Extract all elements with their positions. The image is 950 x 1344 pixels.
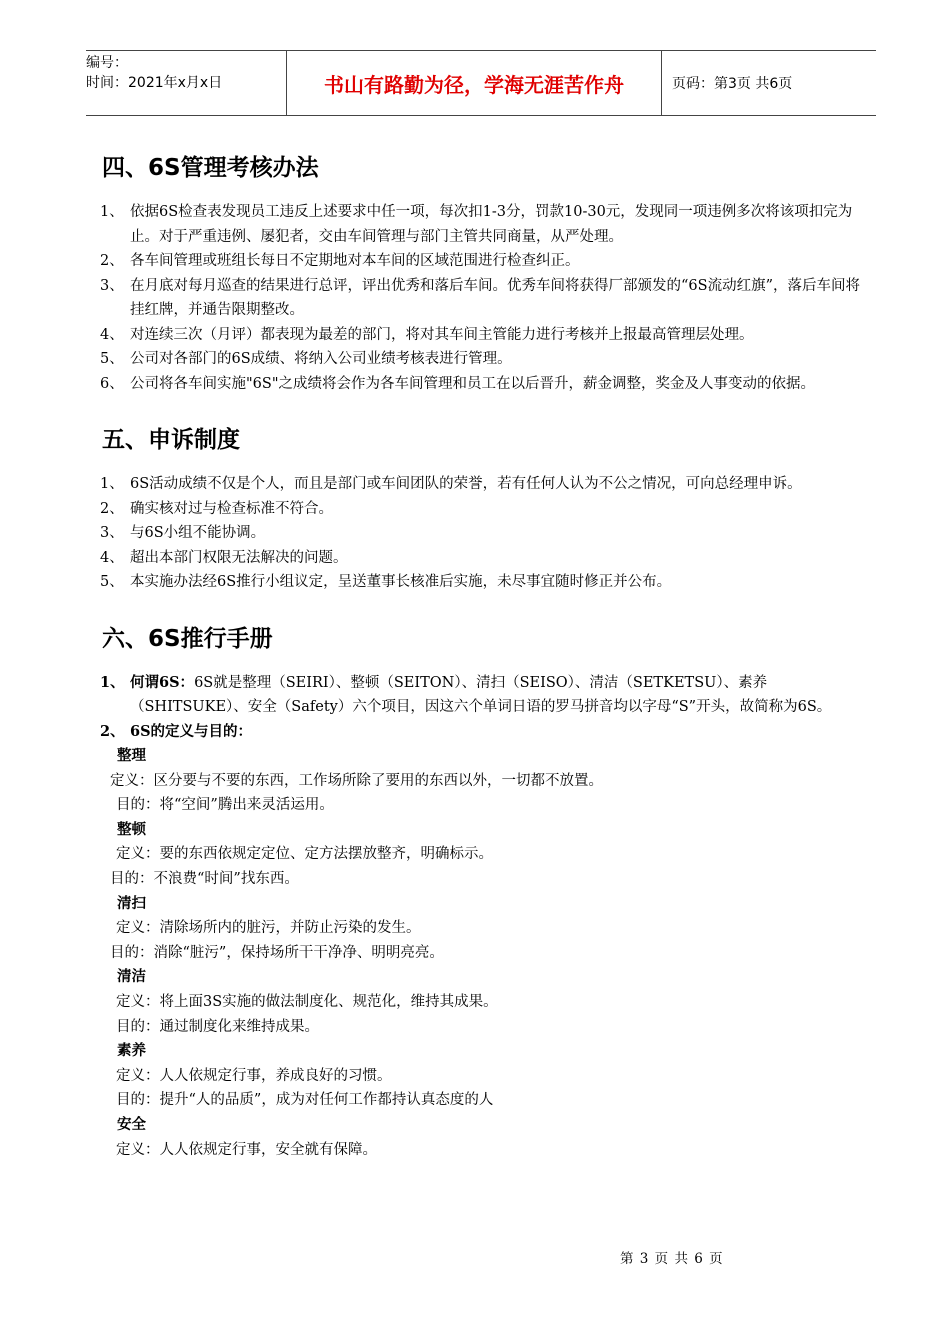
document-time: 时间：2021年x月x日: [86, 75, 223, 91]
list-item: 1、 何谓6S：6S就是整理（SEIRI）、整顿（SEITON）、清扫（SEISO）、清洁（SETKETSU）、素养（SHITSUKE）、安全（Safety）六个项目，因这六个单词日语的罗马拼音均以字母“S”开头，故简称为6S。: [100, 673, 832, 715]
list-item: 1、 依据6S检查表发现员工违反上述要求中任一项，每次扣1-3分，罚款10-30元，发现同一项违例多次将该项扣完为止。对于严重违例、屡犯者，交由车间管理与部门主管共同商量，从严处理。: [100, 204, 853, 245]
goal-text: 目的：不浪费“时间”找东西。: [110, 870, 299, 887]
manual-list: [100, 671, 865, 745]
header-page-number: 页码：第3页 共6页: [672, 76, 793, 92]
sub-title-seiketsu: 清洁: [117, 968, 146, 986]
6s-definitions: [100, 744, 865, 1162]
list-item: 2、 确实核对过与检查标准不符合。: [100, 500, 333, 517]
list-item: 4、 超出本部门权限无法解决的问题。: [100, 549, 348, 566]
definition-text: 定义：人人依规定行事，安全就有保障。: [116, 1141, 377, 1158]
definition-text: 定义：要的东西依规定定位、定方法摆放整齐，明确标示。: [116, 846, 493, 863]
section-title-manual: 六、6S推行手册: [102, 625, 273, 652]
sub-title-shitsuke: 素养: [117, 1042, 146, 1060]
goal-text: 目的：将“空间”腾出来灵活运用。: [116, 797, 334, 814]
goal-text: 目的：通过制度化来维持成果。: [116, 1018, 319, 1035]
list-item: 5、 本实施办法经6S推行小组议定，呈送董事长核准后实施，未尽事宜随时修正并公布。: [100, 574, 672, 590]
list-item: 1、 6S活动成绩不仅是个人，而且是部门或车间团队的荣誉，若有任何人认为不公之情况，可向总经理申诉。: [100, 476, 802, 492]
sub-title-seiri: 整理: [117, 747, 146, 764]
list-item: 5、 公司对各部门的6S成绩、将纳入公司业绩考核表进行管理。: [100, 351, 512, 367]
document-body: [100, 150, 865, 1162]
header-meta: [86, 51, 286, 115]
sub-title-safety: 安全: [117, 1115, 146, 1133]
assessment-list: [100, 200, 865, 396]
goal-text: 目的：提升“人的品质”，成为对任何工作都持认真态度的人: [116, 1092, 494, 1109]
list-item: 3、 与6S小组不能协调。: [100, 525, 266, 541]
document-number: 编号：: [86, 55, 128, 71]
list-item: 2、 6S的定义与目的：: [100, 720, 865, 745]
sub-title-seiton: 整顿: [117, 820, 146, 838]
list-item: 4、 对连续三次（月评）都表现为最差的部门，将对其车间主管能力进行考核并上报最高管理层处理。: [100, 326, 754, 343]
page-footer: 第 3 页 共 6 页: [620, 1251, 724, 1267]
header-motto: 书山有路勤为径，学海无涯苦作舟: [286, 51, 662, 115]
definition-text: 定义：将上面3S实施的做法制度化、规范化，维持其成果。: [116, 993, 498, 1010]
section-title-appeal: 五、申诉制度: [102, 427, 240, 453]
what-is-6s-text: 6S就是整理（SEIRI）、整顿（SEITON）、清扫（SEISO）、清洁（SETKETSU）、素养（SHITSUKE）、安全（Safety）六个项目，因这六个单词日语的罗马拼音均以字母“S”开头，故简称为6S。: [130, 674, 832, 715]
sub-title-seiso: 清扫: [117, 894, 146, 912]
list-item: 2、 各车间管理或班组长每日不定期地对本车间的区域范围进行检查纠正。: [100, 253, 580, 269]
definition-heading: 6S的定义与目的：: [130, 722, 253, 740]
definition-text: 定义：区分要与不要的东西，工作场所除了要用的东西以外，一切都不放置。: [110, 772, 603, 789]
list-item: 3、 在月底对每月巡查的结果进行总评，评出优秀和落后车间。优秀车间将获得厂部颁发的“6S流动红旗”，落后车间将挂红牌，并通告限期整改。: [100, 277, 860, 318]
section-title-assessment: 四、6S管理考核办法: [102, 155, 319, 181]
what-is-6s-label: 何谓6S：: [130, 673, 195, 691]
list-item: 6、 公司将各车间实施"6S"之成绩将会作为各车间管理和员工在以后晋升，薪金调整，奖金及人事变动的依据。: [100, 375, 815, 392]
appeal-list: [100, 472, 865, 595]
definition-text: 定义：人人依规定行事，养成良好的习惯。: [116, 1067, 392, 1084]
goal-text: 目的：消除“脏污”，保持场所干干净净、明明亮亮。: [110, 944, 444, 961]
definition-text: 定义：清除场所内的脏污，并防止污染的发生。: [116, 920, 421, 937]
page-header: [86, 50, 876, 116]
